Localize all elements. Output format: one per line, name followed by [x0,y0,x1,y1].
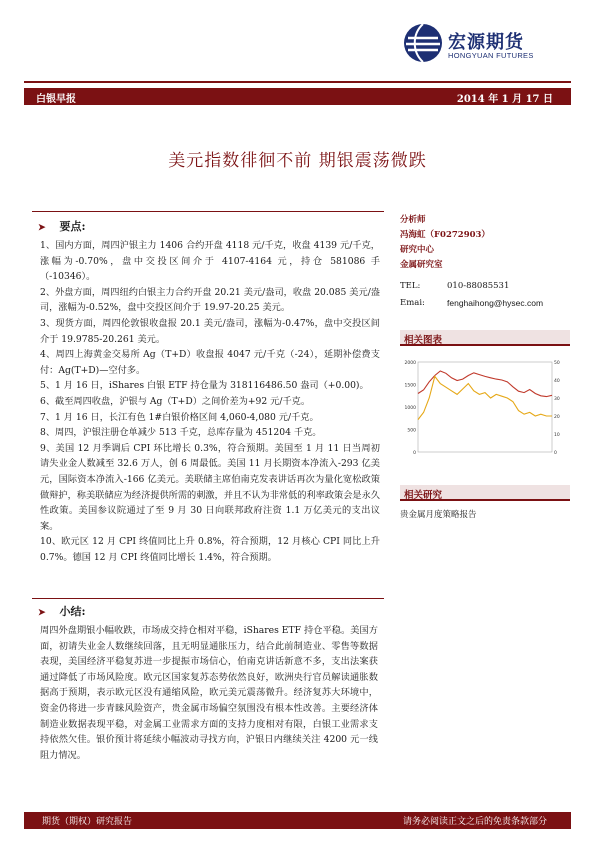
key-point-item: 6、截至周四收盘，沪银与 Ag（T+D）之间价差为+92 元/千克。 [40,395,311,407]
analyst-subdept: 金属研究室 [400,260,443,270]
chart-frame [418,362,552,452]
key-point-item: 7、1 月 16 日，长江有色 1#白银价格区间 4,060-4,080 元/千克。 [40,411,319,423]
arrow-bullet-icon: ➤ [38,608,46,618]
report-title: 美元指数徘徊不前 期银震荡微跌 [168,151,427,171]
header-bar [24,88,571,105]
left-tick-label: 2000 [404,361,416,366]
brand-name-cn: 宏源期货 [448,32,524,53]
left-tick-label: 0 [413,451,416,456]
key-point-item: 2、外盘方面，周四纽约白银主力合约开盘 20.21 美元/盎司，收盘 20.085 美元/盎司，涨幅为-0.52%，盘中交投区间介于 19.97-20.25 美元。 [40,286,380,314]
price-chart [400,352,570,467]
analyst-tel: TEL: 010-88085531 [400,281,510,291]
right-tick-label: 30 [554,397,560,402]
right-tick-label: 50 [554,361,560,366]
key-points-rule [32,211,384,212]
analyst-email[interactable]: Emai: fenghaihong@hysec.com [400,298,544,308]
right-tick-label: 20 [554,415,560,420]
right-tick-label: 40 [554,379,560,384]
left-tick-label: 500 [407,428,416,434]
left-tick-label: 1500 [404,383,416,389]
key-point-item: 1、国内方面，周四沪银主力 1406 合约开盘 4118 元/千克，收盘 4139 元/千克，涨幅为-0.70%，盘中交投区间介于 4107-4164 元，持仓 581086 手（-10346）。 [40,240,380,283]
brand-name-en: HONGYUAN FUTURES [448,51,534,60]
analyst-label: 分析师 [400,215,426,225]
right-tick-label: 10 [554,433,560,438]
related-research-item[interactable]: 贵金属月度策略报告 [400,510,477,520]
report-type: 白银早报 [36,94,76,105]
left-tick-label: 1000 [404,406,416,411]
summary-heading: ➤ 小结: [38,605,86,618]
header-rule [24,81,571,83]
related-chart-heading: 相关图表 [400,330,570,346]
summary-rule [32,598,384,599]
summary-text: 周四外盘期银小幅收跌，市场成交持仓相对平稳，iShares ETF 持仓平稳。美国方面，初请失业金人数继续回落，且无明显通胀压力，结合此前制造业、零售等数据表现，美国经济平稳复苏进一步提振市场信心，伯南克讲话新意不多，支出法案获通过降低了市场风险度。欧元区国家复苏态势依然良好，欧洲央行官员解读通胀数据高于预期，表示欧元区没有通缩风险，欧元美元震荡微升。经济复苏大环境中，资金仍将进一步青睐风险资产，贵金属市场偏空氛围没有根本性改善。主要经济体制造业数据表现平稳，对金属工业需求方面的支持力度相对有限，白银工业需求支持依然欠佳。银价预计将延续小幅波动寻找方向，沪银日内继续关注 4200 元一线阻力情况。 [40,625,378,761]
related-research-heading: 相关研究 [400,485,570,501]
key-point-item: 4、周四上海黄金交易所 Ag（T+D）收盘报 4047 元/千克（-24），延期补偿费支付：Ag(T+D)—空付多。 [40,349,380,376]
key-point-item: 9、美国 12 月季调后 CPI 环比增长 0.3%，符合预期。美国至 1 月 11 日当周初请失业金人数减至 32.6 万人，创 6 周最低。美国 11 月长期资本净流入-293 亿美元，国际资本净流入-166 亿美元。美联储主席伯南克发表讲话再次为量化宽松政策做辩护，称美联储应为经济提供所需的刺激，并且不认为非常低的利率政策会是永久性政策。美国参议院通过了至 9 月 30 日向联邦政府注资 1.1 万亿美元的支出议案。 [40,442,380,532]
key-points-list [40,238,380,565]
series-line-1 [418,376,552,419]
key-point-item: 10、欧元区 12 月 CPI 终值同比上升 0.8%，符合预期，12 月核心 CPI 同比上升 0.7%。德国 12 月 CPI 终值同比增长 1.4%，符合预期。 [40,536,380,563]
analyst-info [400,213,570,273]
globe-logo-icon [402,22,444,64]
key-points-heading: ➤ 要点: [38,220,86,233]
footer-bar [24,812,571,829]
analyst-name: 冯海虹（F0272903） [400,230,490,240]
key-point-item: 8、周四，沪银注册仓单减少 513 千克，总库存量为 451204 千克。 [40,427,322,439]
footer-left: 期货（期权）研究报告 [42,817,133,827]
analyst-dept: 研究中心 [400,245,435,255]
company-logo [402,22,552,66]
key-point-item: 5、1 月 16 日，iShares 白银 ETF 持仓量为 318116486.50 盎司（+0.00)。 [40,380,369,392]
arrow-bullet-icon: ➤ [38,223,46,233]
footer-disclaimer: 请务必阅读正文之后的免责条款部分 [402,817,547,827]
report-date: 2014 年 1 月 17 日 [456,94,553,105]
right-tick-label: 0 [554,451,557,456]
key-point-item: 3、现货方面，周四伦敦银收盘报 20.1 美元/盎司，涨幅为-0.47%，盘中交投区间介于 19.9785-20.261 美元。 [40,317,380,345]
